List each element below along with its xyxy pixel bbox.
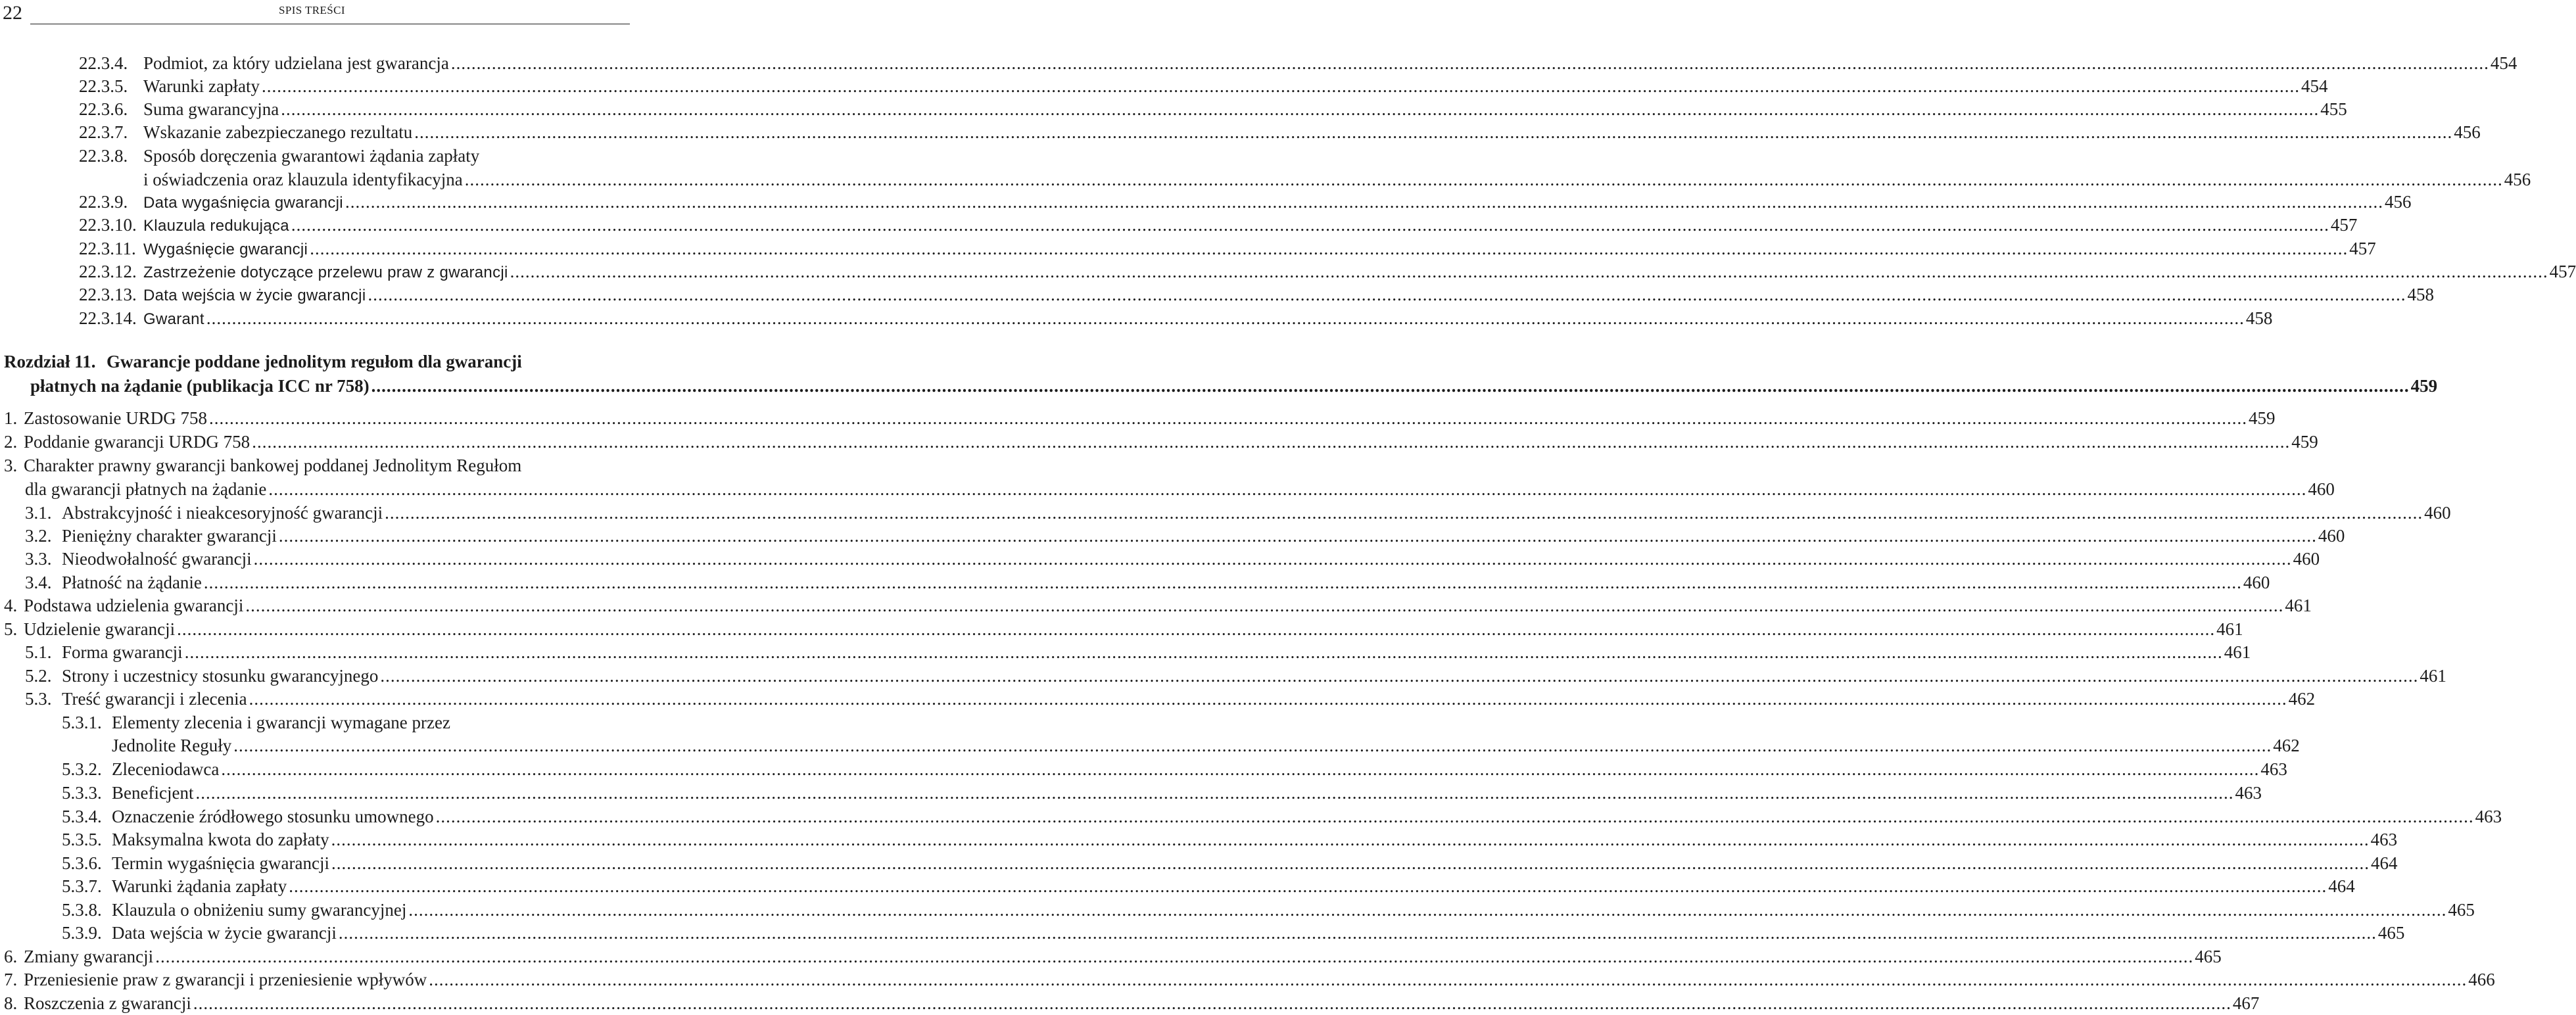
toc-entry-number: 22.3.6.: [79, 99, 128, 119]
toc-entry-title: Beneficjent: [112, 783, 194, 803]
toc-entry: [25, 641, 2251, 663]
toc-entry-page: 463: [2475, 807, 2502, 826]
toc-entry-title: Warunki zapłaty: [143, 76, 260, 96]
toc-entry: [4, 454, 629, 477]
toc-entry: [62, 852, 2398, 874]
toc-entry-number: 5.3.: [25, 689, 52, 709]
toc-entry-page: 460: [2424, 503, 2451, 523]
toc-entry: [79, 98, 2347, 120]
dot-leader: ................................................................................................................................................................................................................................................................................................................................................................................................................: [380, 666, 2419, 686]
toc-entry: [79, 145, 629, 167]
toc-entry: [79, 214, 2358, 236]
toc-entry: [62, 828, 2398, 851]
toc-entry-title: Abstrakcyjność i nieakcesoryjność gwarancji: [62, 503, 383, 523]
toc-entry: [25, 548, 2320, 570]
toc-entry-page: 461: [2224, 642, 2251, 662]
toc-entry-title: Strony i uczestnicy stosunku gwarancyjnego: [62, 666, 379, 686]
dot-leader: ................................................................................................................................................................................................................................................................................................................................................................................................................: [155, 947, 2194, 966]
toc-entry: [62, 758, 2287, 780]
dot-leader: ................................................................................................................................................................................................................................................................................................................................................................................................................: [371, 376, 2410, 396]
toc-entry-title: Wskazanie zabezpieczanego rezultatu: [143, 122, 413, 142]
dot-leader: ................................................................................................................................................................................................................................................................................................................................................................................................................: [331, 830, 2370, 849]
toc-entry: [25, 478, 2335, 500]
toc-entry-number: 5.2.: [25, 666, 52, 686]
toc-entry-number: 5.3.8.: [62, 900, 102, 920]
dot-leader: ................................................................................................................................................................................................................................................................................................................................................................................................................: [177, 619, 2216, 639]
toc-entry-title: Zastrzeżenie dotyczące przelewu praw z gwarancji: [143, 264, 508, 281]
toc-entry-page: 454: [2490, 53, 2517, 73]
toc-entry-number: 7.: [4, 970, 18, 989]
dot-leader: ................................................................................................................................................................................................................................................................................................................................................................................................................: [203, 573, 2242, 592]
dot-leader: ................................................................................................................................................................................................................................................................................................................................................................................................................: [429, 970, 2468, 989]
toc-entry-title: i oświadczenia oraz klauzula identyfikacyjna: [143, 170, 463, 189]
toc-entry-title: Nieodwołalność gwarancji: [62, 549, 252, 569]
toc-entry: [30, 375, 2438, 397]
toc-entry-title: Przeniesienie praw z gwarancji i przeniesienie wpływów: [24, 970, 427, 989]
dot-leader: ................................................................................................................................................................................................................................................................................................................................................................................................................: [435, 807, 2474, 826]
toc-entry-number: 5.3.7.: [62, 876, 102, 896]
toc-entry-title: Zastosowanie URDG 758: [24, 408, 207, 428]
toc-entry: [62, 922, 2405, 944]
toc-entry-page: 464: [2328, 876, 2355, 896]
toc-entry: [79, 121, 2481, 143]
toc-entry-title: Poddanie gwarancji URDG 758: [24, 432, 250, 452]
toc-entry-page: 455: [2320, 99, 2347, 119]
toc-entry-number: 3.1.: [25, 503, 52, 523]
toc-entry-number: Rozdział 11.: [4, 352, 96, 371]
dot-leader: ................................................................................................................................................................................................................................................................................................................................................................................................................: [331, 853, 2370, 873]
toc-entry-title: Gwarant: [143, 310, 204, 328]
toc-entry-page: 457: [2349, 239, 2376, 258]
toc-entry-title: Pieniężny charakter gwarancji: [62, 526, 277, 546]
toc-entry-title: Klauzula o obniżeniu sumy gwarancyjnej: [112, 900, 407, 920]
toc-entry-page: 456: [2454, 122, 2481, 142]
toc-entry-page: 461: [2285, 596, 2312, 615]
toc-entry-number: 22.3.7.: [79, 122, 128, 142]
toc-entry: [4, 350, 629, 373]
toc-entry: [112, 734, 2300, 757]
toc-entry-page: 459: [2291, 432, 2318, 452]
dot-leader: ................................................................................................................................................................................................................................................................................................................................................................................................................: [252, 432, 2291, 452]
dot-leader: ................................................................................................................................................................................................................................................................................................................................................................................................................: [310, 239, 2349, 258]
dot-leader: ................................................................................................................................................................................................................................................................................................................................................................................................................: [195, 783, 2234, 803]
toc-entry-title: Treść gwarancji i zlecenia: [62, 689, 247, 709]
toc-entry: [79, 283, 2434, 306]
toc-entry-number: 22.3.4.: [79, 53, 128, 73]
toc-entry-number: 22.3.14.: [79, 308, 137, 328]
dot-leader: ................................................................................................................................................................................................................................................................................................................................................................................................................: [193, 993, 2231, 1013]
dot-leader: ................................................................................................................................................................................................................................................................................................................................................................................................................: [253, 549, 2292, 569]
dot-leader: ................................................................................................................................................................................................................................................................................................................................................................................................................: [268, 479, 2307, 499]
toc-entry-page: 460: [2243, 573, 2270, 592]
toc-entry: [62, 875, 2355, 897]
dot-leader: ................................................................................................................................................................................................................................................................................................................................................................................................................: [345, 192, 2383, 212]
toc-entry-title: płatnych na żądanie (publikacja ICC nr 758): [30, 376, 370, 396]
toc-entry: [143, 168, 2531, 191]
toc-entry-number: 3.4.: [25, 573, 52, 592]
toc-entry-page: 457: [2330, 215, 2358, 235]
dot-leader: ................................................................................................................................................................................................................................................................................................................................................................................................................: [221, 759, 2260, 779]
dot-leader: ................................................................................................................................................................................................................................................................................................................................................................................................................: [464, 170, 2503, 189]
toc-entry: [79, 260, 2576, 283]
dot-leader: ................................................................................................................................................................................................................................................................................................................................................................................................................: [450, 53, 2489, 73]
toc-entry: [62, 899, 2475, 921]
toc-entry-number: 3.2.: [25, 526, 52, 546]
toc-entry: [62, 805, 2502, 828]
dot-leader: ................................................................................................................................................................................................................................................................................................................................................................................................................: [291, 215, 2329, 235]
toc-entry-number: 5.3.1.: [62, 713, 102, 732]
toc-entry-title: Data wejścia w życie gwarancji: [112, 923, 337, 943]
toc-entry: [4, 407, 2276, 429]
dot-leader: ................................................................................................................................................................................................................................................................................................................................................................................................................: [414, 122, 2453, 142]
toc-entry-number: 8.: [4, 993, 18, 1013]
toc-entry-title: Udzielenie gwarancji: [24, 619, 176, 639]
toc-entry-number: 5.: [4, 619, 18, 639]
toc-entry-title: Zleceniodawca: [112, 759, 220, 779]
toc-entry-title: Jednolite Reguły: [112, 736, 232, 755]
toc-entry-page: 465: [2195, 947, 2222, 966]
toc-entry: [4, 992, 2260, 1014]
page-number: 22: [3, 2, 22, 24]
toc-entry-number: 3.3.: [25, 549, 52, 569]
toc-entry: [79, 75, 2328, 97]
toc-entry-title: Data wejścia w życie gwarancji: [143, 287, 366, 304]
toc-entry-title: Zmiany gwarancji: [24, 947, 154, 966]
toc-entry-title: Klauzula redukująca: [143, 217, 289, 235]
toc-entry-number: 5.1.: [25, 642, 52, 662]
dot-leader: ................................................................................................................................................................................................................................................................................................................................................................................................................: [184, 642, 2223, 662]
toc-entry-page: 465: [2377, 923, 2405, 943]
toc-entry-page: 461: [2216, 619, 2243, 639]
dot-leader: ................................................................................................................................................................................................................................................................................................................................................................................................................: [249, 689, 2287, 709]
toc-entry-page: 456: [2504, 170, 2531, 189]
toc-entry: [25, 688, 2316, 710]
toc-entry-page: 460: [2308, 479, 2335, 499]
toc-entry-number: 22.3.11.: [79, 239, 136, 258]
toc-entry-number: 5.3.2.: [62, 759, 102, 779]
toc-entry: [79, 307, 2273, 329]
toc-entry-number: 5.3.4.: [62, 807, 102, 826]
toc-entry-page: 463: [2370, 830, 2398, 849]
running-title: SPIS TREŚCI: [279, 4, 345, 16]
toc-entry-title: Termin wygaśnięcia gwarancji: [112, 853, 329, 873]
dot-leader: ................................................................................................................................................................................................................................................................................................................................................................................................................: [233, 736, 2272, 755]
dot-leader: ................................................................................................................................................................................................................................................................................................................................................................................................................: [385, 503, 2423, 523]
toc-entry-title: Maksymalna kwota do zapłaty: [112, 830, 329, 849]
toc-entry: [79, 191, 2412, 213]
toc-entry-title: Sposób doręczenia gwarantowi żądania zapłaty: [143, 146, 480, 166]
toc-entry: [25, 525, 2345, 547]
toc-entry-title: Oznaczenie źródłowego stosunku umownego: [112, 807, 434, 826]
dot-leader: ................................................................................................................................................................................................................................................................................................................................................................................................................: [408, 900, 2447, 920]
dot-leader: ................................................................................................................................................................................................................................................................................................................................................................................................................: [510, 262, 2548, 281]
toc-entry-number: 1.: [4, 408, 18, 428]
toc-entry-title: Roszczenia z gwarancji: [24, 993, 191, 1013]
toc-entry-title: Podstawa udzielenia gwarancji: [24, 596, 244, 615]
toc-entry: [4, 618, 2243, 640]
toc-entry-page: 459: [2248, 408, 2276, 428]
dot-leader: ................................................................................................................................................................................................................................................................................................................................................................................................................: [289, 876, 2327, 896]
toc-entry-page: 464: [2370, 853, 2398, 873]
toc-entry-page: 462: [2288, 689, 2316, 709]
toc-entry: [4, 945, 2222, 968]
toc-entry-number: 22.3.5.: [79, 76, 128, 96]
toc-entry-title: Podmiot, za który udzielana jest gwarancja: [143, 53, 449, 73]
dot-leader: ................................................................................................................................................................................................................................................................................................................................................................................................................: [245, 596, 2284, 615]
toc-entry-number: 22.3.8.: [79, 146, 128, 166]
toc-entry-number: 5.3.9.: [62, 923, 102, 943]
toc-entry-page: 460: [2293, 549, 2320, 569]
toc-entry-page: 460: [2318, 526, 2345, 546]
dot-leader: ................................................................................................................................................................................................................................................................................................................................................................................................................: [281, 99, 2320, 119]
toc-entry-title: Forma gwarancji: [62, 642, 183, 662]
toc-entry-page: 458: [2407, 285, 2434, 304]
dot-leader: ................................................................................................................................................................................................................................................................................................................................................................................................................: [278, 526, 2317, 546]
toc-entry-page: 467: [2232, 993, 2260, 1013]
toc-entry: [62, 782, 2262, 804]
toc-entry-page: 457: [2549, 262, 2576, 281]
toc-entry-title: Płatność na żądanie: [62, 573, 202, 592]
toc-entry-page: 465: [2448, 900, 2475, 920]
toc-entry: [25, 502, 2451, 524]
toc-entry: [25, 571, 2270, 594]
dot-leader: ................................................................................................................................................................................................................................................................................................................................................................................................................: [368, 285, 2406, 304]
toc-entry-page: 466: [2468, 970, 2495, 989]
dot-leader: ................................................................................................................................................................................................................................................................................................................................................................................................................: [338, 923, 2377, 943]
toc-entry-number: 4.: [4, 596, 18, 615]
toc-entry-page: 462: [2273, 736, 2300, 755]
toc-entry-page: 463: [2235, 783, 2262, 803]
toc-entry-number: 5.3.3.: [62, 783, 102, 803]
toc-entry-number: 6.: [4, 947, 18, 966]
toc-entry-page: 456: [2384, 192, 2412, 212]
dot-leader: ................................................................................................................................................................................................................................................................................................................................................................................................................: [262, 76, 2301, 96]
toc-entry-page: 463: [2260, 759, 2287, 779]
toc-entry: [79, 52, 2517, 74]
toc-entry-title: Wygaśnięcie gwarancji: [143, 241, 308, 258]
toc-entry: [79, 237, 2376, 260]
toc-entry-page: 454: [2301, 76, 2328, 96]
toc-entry-number: 2.: [4, 432, 18, 452]
toc-entry-title: dla gwarancji płatnych na żądanie: [25, 479, 267, 499]
toc-entry: [4, 968, 2495, 991]
toc-entry: [4, 594, 2312, 617]
dot-leader: ................................................................................................................................................................................................................................................................................................................................................................................................................: [208, 408, 2247, 428]
toc-entry: [25, 665, 2446, 687]
toc-entry-number: 22.3.10.: [79, 215, 137, 235]
toc-entry: [4, 431, 2318, 453]
toc-entry-number: 5.3.5.: [62, 830, 102, 849]
toc-entry-title: Warunki żądania zapłaty: [112, 876, 287, 896]
toc-entry-number: 22.3.13.: [79, 285, 137, 304]
dot-leader: ................................................................................................................................................................................................................................................................................................................................................................................................................: [206, 308, 2245, 328]
toc-entry: [62, 711, 629, 734]
toc-entry-title: Gwarancje poddane jednolitym regułom dla gwarancji: [107, 352, 522, 371]
toc-entry-title: Data wygaśnięcia gwarancji: [143, 194, 343, 212]
toc-entry-title: Elementy zlecenia i gwarancji wymagane przez: [112, 713, 450, 732]
toc-entry-number: 3.: [4, 456, 18, 475]
toc-entry-page: 459: [2410, 376, 2438, 396]
toc-entry-number: 22.3.12.: [79, 262, 137, 281]
toc-entry-number: 5.3.6.: [62, 853, 102, 873]
toc-entry-title: Charakter prawny gwarancji bankowej poddanej Jednolitym Regułom: [24, 456, 522, 475]
toc-entry-title: Suma gwarancyjna: [143, 99, 279, 119]
toc-entry-page: 458: [2245, 308, 2273, 328]
toc-entry-number: 22.3.9.: [79, 192, 128, 212]
toc-entry-page: 461: [2420, 666, 2446, 686]
